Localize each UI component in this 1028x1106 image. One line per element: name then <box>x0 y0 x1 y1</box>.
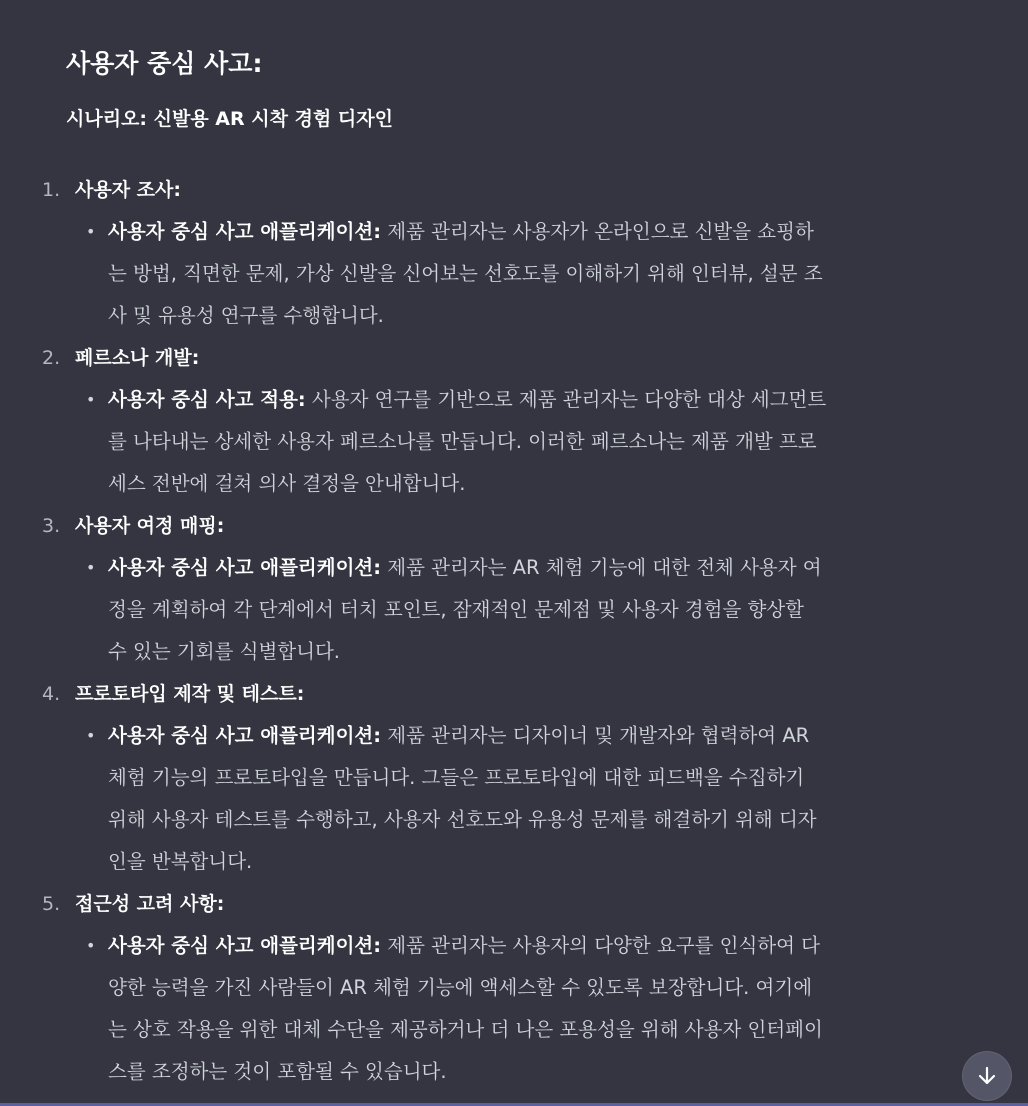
bullet-text: 는 상호 작용을 위한 대체 수단을 제공하거나 더 나은 포용성을 위해 사용자 인터페이 <box>108 1018 823 1041</box>
scroll-to-bottom-button[interactable] <box>962 1051 1012 1101</box>
bullet-text: 제품 관리자는 사용자가 온라인으로 신발을 쇼핑하 <box>381 220 814 243</box>
bullet-text: 정을 계획하여 각 단계에서 터치 포인트, 잠재적인 문제점 및 사용자 경험을 향상할 <box>108 598 805 621</box>
bullet-icon: • <box>86 726 96 745</box>
bullet-line <box>0 421 1028 463</box>
bullet-text: 사용자 연구를 기반으로 제품 관리자는 다양한 대상 세그먼트 <box>305 388 827 411</box>
bullet-line <box>0 379 1028 421</box>
bullet-line <box>0 799 1028 841</box>
list-item-title: 프로토타입 제작 및 테스트: <box>75 683 305 705</box>
bullet-text: 제품 관리자는 사용자의 다양한 요구를 인식하여 다 <box>381 934 821 957</box>
list-item <box>0 169 1028 337</box>
section-heading: 사용자 중심 사고: <box>66 49 263 78</box>
list-item-header <box>0 169 1028 211</box>
numbered-list <box>0 169 1028 1093</box>
bullet-text: 인을 반복합니다. <box>108 850 253 873</box>
list-item-header <box>0 337 1028 379</box>
list-item-header <box>0 673 1028 715</box>
bullet-label: 사용자 중심 사고 애플리케이션: <box>108 934 382 957</box>
bullet-label: 사용자 중심 사고 애플리케이션: <box>108 724 382 747</box>
bullet-icon: • <box>86 936 96 955</box>
bullet-line <box>0 925 1028 967</box>
bullet-label: 사용자 중심 사고 애플리케이션: <box>108 556 382 579</box>
list-item <box>0 673 1028 883</box>
bullet-line <box>0 1051 1028 1093</box>
bullet-text: 는 방법, 직면한 문제, 가상 신발을 신어보는 선호도를 이해하기 위해 인터뷰, 설문 조 <box>108 262 823 285</box>
bullet-line <box>0 295 1028 337</box>
list-item-title: 페르소나 개발: <box>75 347 200 369</box>
bullet-text: 체험 기능의 프로토타입을 만듭니다. 그들은 프로토타입에 대한 피드백을 수집하기 <box>108 766 805 789</box>
bullet-text: 제품 관리자는 AR 체험 기능에 대한 전체 사용자 여 <box>381 556 822 579</box>
list-item-header <box>0 505 1028 547</box>
list-item-title: 사용자 여정 매핑: <box>75 515 225 537</box>
bullet-line <box>0 757 1028 799</box>
list-item <box>0 883 1028 1093</box>
bullet-line <box>0 211 1028 253</box>
list-item <box>0 505 1028 673</box>
list-item-title: 접근성 고려 사항: <box>75 893 225 915</box>
bullet-line <box>0 715 1028 757</box>
scenario-heading: 시나리오: 신발용 AR 시착 경험 디자인 <box>66 108 393 130</box>
bullet-text: 스를 조정하는 것이 포함될 수 있습니다. <box>108 1060 447 1083</box>
list-item-title: 사용자 조사: <box>75 179 181 201</box>
bullet-line <box>0 841 1028 883</box>
bullet-text: 양한 능력을 가진 사람들이 AR 체험 기능에 액세스할 수 있도록 보장합니다. 여기에 <box>108 976 813 999</box>
bullet-text: 위해 사용자 테스트를 수행하고, 사용자 선호도와 유용성 문제를 해결하기 위해 디자 <box>108 808 817 831</box>
bullet-line <box>0 253 1028 295</box>
bullet-line <box>0 463 1028 505</box>
list-item <box>0 337 1028 505</box>
bullet-line <box>0 1009 1028 1051</box>
bullet-icon: • <box>86 222 96 241</box>
list-number: 1. <box>42 179 61 201</box>
bullet-line <box>0 967 1028 1009</box>
bullet-line <box>0 589 1028 631</box>
bullet-line <box>0 547 1028 589</box>
bullet-text: 사 및 유용성 연구를 수행합니다. <box>108 304 384 327</box>
bullet-icon: • <box>86 390 96 409</box>
bullet-text: 를 나타내는 상세한 사용자 페르소나를 만듭니다. 이러한 페르소나는 제품 개발 프로 <box>108 430 817 453</box>
list-number: 4. <box>42 683 61 705</box>
bullet-icon: • <box>86 558 96 577</box>
bullet-label: 사용자 중심 사고 적용: <box>108 388 306 411</box>
list-number: 5. <box>42 893 61 915</box>
bullet-text: 세스 전반에 걸쳐 의사 결정을 안내합니다. <box>108 472 466 495</box>
list-item-header <box>0 883 1028 925</box>
bullet-text: 제품 관리자는 디자이너 및 개발자와 협력하여 AR <box>381 724 810 747</box>
bullet-text: 수 있는 기회를 식별합니다. <box>108 640 341 663</box>
bullet-line <box>0 631 1028 673</box>
list-number: 2. <box>42 347 61 369</box>
bullet-label: 사용자 중심 사고 애플리케이션: <box>108 220 382 243</box>
arrow-down-icon <box>976 1065 998 1087</box>
list-number: 3. <box>42 515 61 537</box>
